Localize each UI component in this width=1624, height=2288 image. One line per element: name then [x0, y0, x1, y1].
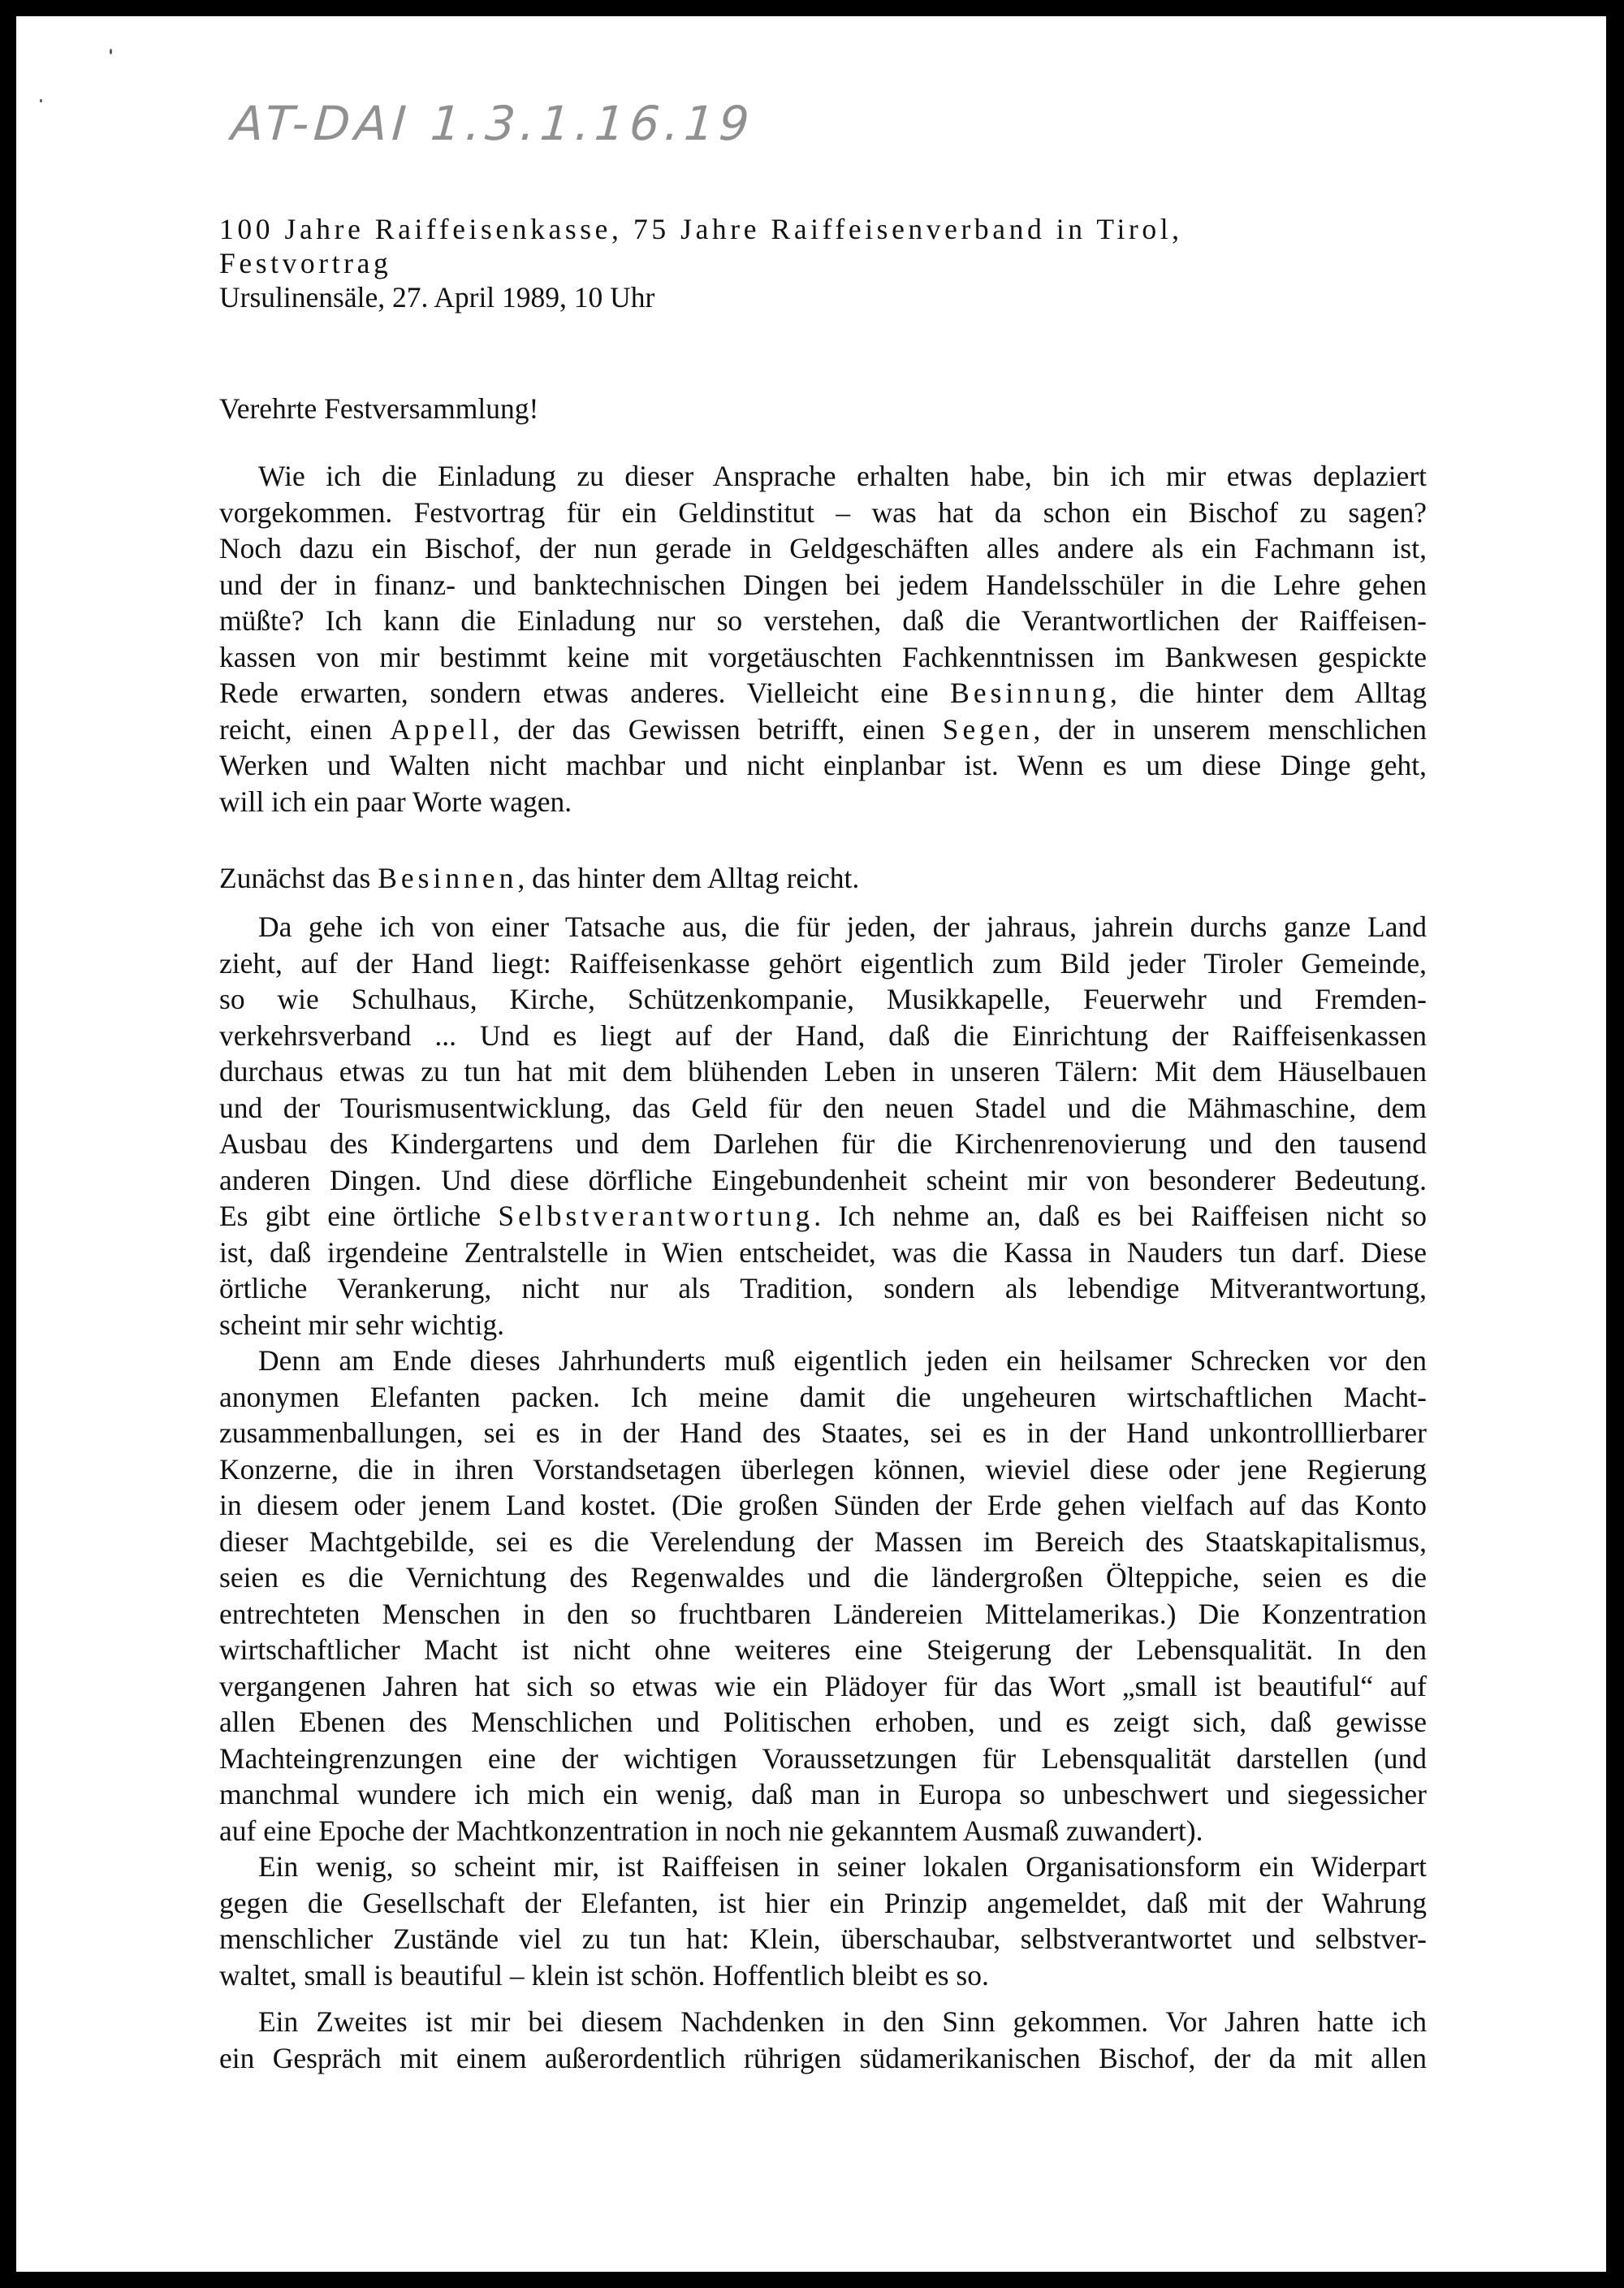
paragraph-4-line: Ein wenig, so scheint mir, ist Raiffeisen in seiner lokalen Organisationsform ein Widerpart [258, 1850, 1427, 1883]
text-run: , der das Gewissen betrifft, einen [492, 712, 943, 746]
paragraph-2-line: Ausbau des Kindergartens und dem Darlehen für die Kirchenrenovierung und den tausend [219, 1127, 1427, 1160]
text-run: , der in unserem menschlichen [1033, 712, 1427, 746]
paragraph-2-line: so wie Schulhaus, Kirche, Schützenkompanie, Musikkapelle, Feuerwehr und Fremden- [219, 983, 1427, 1015]
scan-speck [110, 49, 112, 54]
paragraph-3-line: dieser Machtgebilde, sei es die Verelendung der Massen im Bereich des Staatskapitalismus, [219, 1525, 1427, 1558]
title-line-2: Festvortrag [219, 247, 392, 279]
paragraph-1-line [219, 679, 1427, 711]
section-lead-besinnen [219, 864, 1427, 897]
paragraph-3-line: vergangenen Jahren hat sich so etwas wie ein Plädoyer für das Wort „small ist beautiful“ auf [219, 1669, 1427, 1702]
paragraph-5-line: ein Gespräch mit einem außerordentlich rührigen südamerikanischen Bischof, der da mit allen [219, 2042, 1427, 2074]
paragraph-1-line: Noch dazu ein Bischof, der nun gerade in Geldgeschäften alles andere als ein Fachmann ist, [219, 532, 1427, 564]
paragraph-2-line: scheint mir sehr wichtig. [219, 1308, 504, 1341]
archive-signature-handwritten: AT-DAI 1.3.1.16.19 [229, 96, 756, 151]
text-run: Zunächst das [219, 862, 378, 894]
paragraph-2-line: verkehrsverband ... Und es liegt auf der Hand, daß die Einrichtung der Raiffeisenkassen [219, 1019, 1427, 1052]
paragraph-1-line: will ich ein paar Worte wagen. [219, 785, 572, 818]
paragraph-1-line: kassen von mir bestimmt keine mit vorgetäuschten Fachkenntnissen im Bankwesen gespickte [219, 640, 1427, 673]
paragraph-1-line: und der in finanz- und banktechnischen Dingen bei jedem Handelsschüler in die Lehre gehen [219, 568, 1427, 601]
title-line-1: 100 Jahre Raiffeisenkasse, 75 Jahre Raiffeisenverband in Tirol, [219, 213, 1183, 245]
emphasis-besinnung: Besinnung [950, 677, 1111, 709]
paragraph-2-line: anderen Dingen. Und diese dörfliche Eingebundenheit scheint mir von besonderer Bedeutung. [219, 1163, 1427, 1196]
text-run: , das hinter dem Alltag reicht. [517, 862, 860, 894]
paragraph-3-line: seien es die Vernichtung des Regenwaldes und die ländergroßen Ölteppiche, seien es die [219, 1561, 1427, 1594]
paragraph-1-line: Wie ich die Einladung zu dieser Ansprache erhalten habe, bin ich mir etwas deplaziert [258, 460, 1427, 492]
emphasis-segen: Segen [942, 712, 1034, 746]
paragraph-2-line: durchaus etwas zu tun hat mit dem blühenden Leben in unseren Tälern: Mit dem Häuselbauen [219, 1055, 1427, 1088]
paragraph-3-line: in diesem oder jenem Land kostet. (Die großen Sünden der Erde gehen vielfach auf das Konto [219, 1489, 1427, 1521]
paragraph-2-line: zieht, auf der Hand liegt: Raiffeisenkasse gehört eigentlich zum Bild jeder Tiroler Gemeinde, [219, 946, 1427, 980]
paragraph-2-line: und der Tourismusentwicklung, das Geld für den neuen Stadel und die Mähmaschine, dem [219, 1091, 1427, 1124]
paragraph-3-line: Konzerne, die in ihren Vorstandsetagen überlegen können, wieviel diese oder jene Regierung [219, 1452, 1427, 1486]
text-run: , die hinter dem Alltag [1110, 677, 1427, 709]
paragraph-3-line: wirtschaftlicher Macht ist nicht ohne weiteres eine Steigerung der Lebensqualität. In den [219, 1633, 1427, 1666]
paragraph-4-line: waltet, small is beautiful – klein ist schön. Hoffentlich bleibt es so. [219, 1958, 989, 1992]
paragraph-2-line: örtliche Verankerung, nicht nur als Tradition, sondern als lebendige Mitverantwortung, [219, 1272, 1427, 1304]
text-run: Es gibt eine örtliche [219, 1200, 499, 1232]
scan-speck [40, 99, 42, 102]
paragraph-2-line: ist, daß irgendeine Zentralstelle in Wien entscheidet, was die Kassa in Nauders tun darf. Diese [219, 1235, 1427, 1269]
paragraph-1-line: müßte? Ich kann die Einladung nur so verstehen, daß die Verantwortlichen der Raiffeisen- [219, 604, 1427, 637]
paragraph-3-line: anonymen Elefanten packen. Ich meine damit die ungeheuren wirtschaftlichen Macht- [219, 1380, 1427, 1413]
paragraph-1-line: Werken und Walten nicht machbar und nicht einplanbar ist. Wenn es um diese Dinge geht, [219, 749, 1427, 781]
document-page [16, 16, 1606, 2272]
emphasis-appell: Appell [390, 712, 493, 746]
paragraph-3-line: zusammenballungen, sei es in der Hand des Staates, sei es in der Hand unkontrolllierbarer [219, 1416, 1427, 1449]
paragraph-3-line: allen Ebenen des Menschlichen und Politischen erhoben, und es zeigt sich, daß gewisse [219, 1706, 1427, 1738]
salutation: Verehrte Festversammlung! [219, 392, 539, 425]
paragraph-3-line: Machteingrenzungen eine der wichtigen Voraussetzungen für Lebensqualität darstellen (und [219, 1741, 1427, 1775]
paragraph-2-line [219, 1202, 1427, 1235]
paragraph-4-line: gegen die Gesellschaft der Elefanten, ist hier ein Prinzip angemeldet, daß mit der Wahrung [219, 1886, 1427, 1919]
text-run: . Ich nehme an, daß es bei Raiffeisen nicht so [814, 1200, 1427, 1232]
paragraph-4-line: menschlicher Zustände viel zu tun hat: Klein, überschaubar, selbstverantwortet und selbstver- [219, 1923, 1427, 1955]
paragraph-1-line: vorgekommen. Festvortrag für ein Geldinstitut – was hat da schon ein Bischof zu sagen? [219, 495, 1427, 529]
emphasis-selbstverantwortung: Selbstverantwortung [498, 1200, 814, 1232]
paragraph-3-line: entrechteten Menschen in den so fruchtbaren Ländereien Mittelamerikas.) Die Konzentration [219, 1597, 1427, 1630]
text-run: Rede erwarten, sondern etwas anderes. Vielleicht eine [219, 677, 951, 709]
text-run: reicht, einen [219, 712, 391, 746]
paragraph-5-line: Ein Zweites ist mir bei diesem Nachdenken in den Sinn gekommen. Vor Jahren hatte ich [258, 2005, 1427, 2038]
title-line-3-venue-date: Ursulinensäle, 27. April 1989, 10 Uhr [219, 281, 655, 314]
paragraph-1-line [219, 712, 1427, 748]
paragraph-3-line: manchmal wundere ich mich ein wenig, daß man in Europa so unbeschwert und siegessicher [219, 1778, 1427, 1810]
paragraph-3-line: auf eine Epoche der Machtkonzentration in noch nie gekanntem Ausmaß zuwandert). [219, 1814, 1203, 1847]
emphasis-besinnen: Besinnen [378, 862, 518, 894]
paragraph-2-line: Da gehe ich von einer Tatsache aus, die für jeden, der jahraus, jahrein durchs ganze Land [258, 910, 1427, 943]
paragraph-3-line: Denn am Ende dieses Jahrhunderts muß eigentlich jeden ein heilsamer Schrecken vor den [258, 1344, 1427, 1377]
